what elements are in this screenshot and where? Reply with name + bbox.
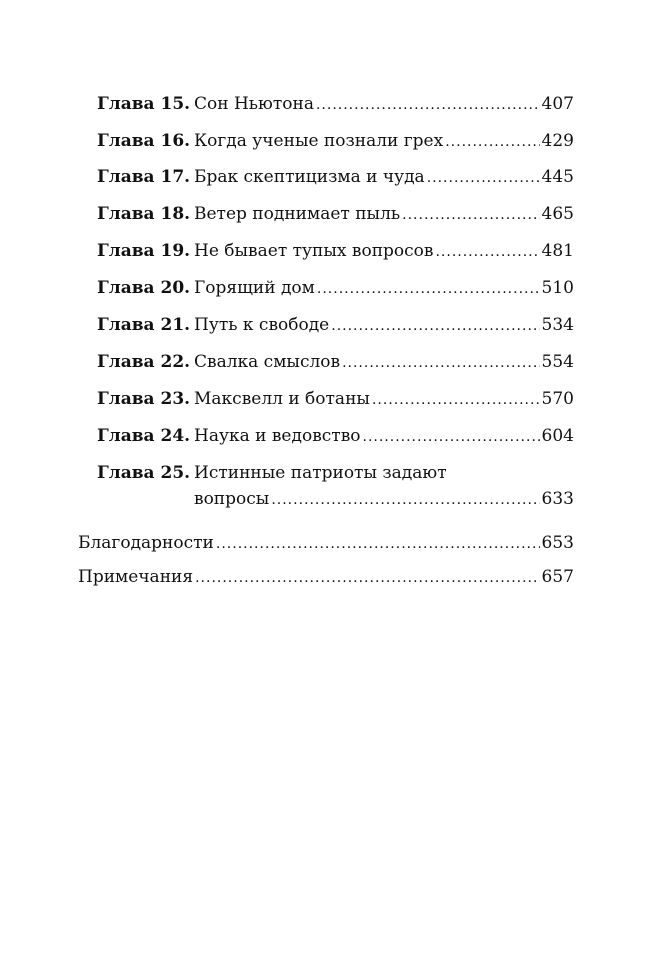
- chapter-number: Глава 18.: [97, 204, 191, 224]
- chapter-title: Сон Ньютона: [194, 94, 314, 114]
- chapter-number: Глава 17.: [97, 167, 191, 187]
- dot-leader: [363, 426, 540, 448]
- toc-entry-chapter-16: [97, 130, 574, 153]
- chapter-title: Наука и ведовство: [194, 426, 361, 446]
- chapter-title-continued: вопросы: [194, 489, 270, 509]
- dot-leader: [445, 131, 539, 153]
- chapter-title: Горящий дом: [194, 278, 315, 298]
- dot-leader: [216, 533, 540, 555]
- page-number: 534: [541, 315, 574, 335]
- toc-entry-chapter-25: [97, 462, 574, 484]
- dot-leader: [331, 315, 539, 337]
- chapter-number: Глава 24.: [97, 426, 191, 446]
- dot-leader: [271, 489, 539, 511]
- chapter-title: Путь к свободе: [194, 315, 330, 335]
- chapter-title: Максвелл и ботаны: [194, 389, 370, 409]
- chapter-title: Не бывает тупых вопросов: [194, 241, 434, 261]
- toc-entry-chapter-19: [97, 240, 574, 263]
- page-number: 429: [541, 131, 574, 151]
- page-number: 407: [541, 94, 574, 114]
- chapter-title: Истинные патриоты задают: [194, 463, 447, 483]
- chapter-number: Глава 23.: [97, 389, 191, 409]
- toc-entry-notes: [78, 566, 574, 589]
- chapter-title: Ветер поднимает пыль: [194, 204, 401, 224]
- page-number: 554: [541, 352, 574, 372]
- chapter-number: Глава 19.: [97, 241, 191, 261]
- dot-leader: [427, 167, 540, 189]
- chapter-title: Брак скептицизма и чуда: [194, 167, 425, 187]
- page-number: 481: [541, 241, 574, 261]
- chapter-number: Глава 15.: [97, 94, 191, 114]
- dot-leader: [342, 352, 539, 374]
- toc-entry-chapter-24: [97, 425, 574, 448]
- chapter-title: Когда ученые познали грех: [194, 131, 444, 151]
- chapter-number: Глава 16.: [97, 131, 191, 151]
- toc-entry-chapter-15: [97, 93, 574, 116]
- chapter-title: Свалка смыслов: [194, 352, 341, 372]
- toc-entry-chapter-17: [97, 166, 574, 189]
- toc-entry-chapter-22: [97, 351, 574, 374]
- toc-entry-chapter-23: [97, 388, 574, 411]
- page-number: 653: [541, 533, 574, 553]
- chapter-number: Глава 21.: [97, 315, 191, 335]
- toc-entry-chapter-21: [97, 314, 574, 337]
- dot-leader: [195, 567, 539, 589]
- toc-entry-chapter-20: [97, 277, 574, 300]
- dot-leader: [317, 278, 540, 300]
- page-number: 604: [541, 426, 574, 446]
- chapter-number: Глава 25.: [97, 463, 191, 483]
- chapter-number: Глава 22.: [97, 352, 191, 372]
- toc-entry-acknowledgements: [78, 532, 574, 555]
- toc-entry-chapter-18: [97, 203, 574, 226]
- toc-entry-chapter-25-continued: [194, 488, 574, 511]
- page-number: 445: [541, 167, 574, 187]
- dot-leader: [435, 241, 539, 263]
- page-number: 633: [541, 489, 574, 509]
- backmatter-title: Примечания: [78, 567, 194, 587]
- page-number: 510: [541, 278, 574, 298]
- dot-leader: [372, 389, 540, 411]
- page-number: 465: [541, 204, 574, 224]
- chapter-number: Глава 20.: [97, 278, 191, 298]
- dot-leader: [316, 94, 540, 116]
- page-number: 570: [541, 389, 574, 409]
- dot-leader: [402, 204, 539, 226]
- page-number: 657: [541, 567, 574, 587]
- backmatter-title: Благодарности: [78, 533, 214, 553]
